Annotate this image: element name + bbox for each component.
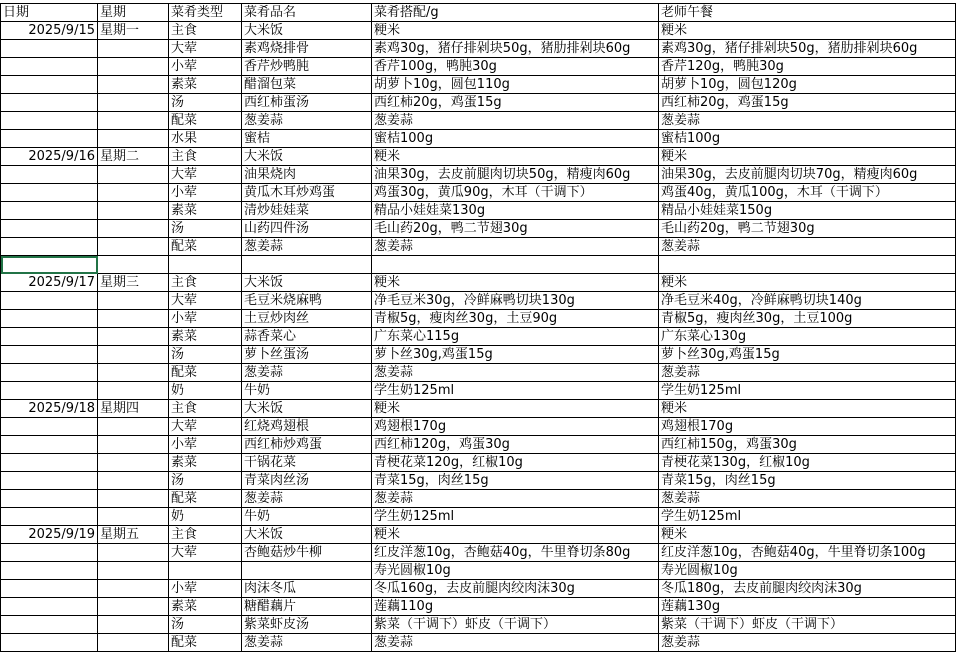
teacher-lunch-cell[interactable]: 青椒5g，瘦肉丝30g，土豆100g — [659, 310, 956, 328]
dish-name-cell[interactable]: 醋溜包菜 — [242, 76, 372, 94]
dish-type-cell[interactable]: 主食 — [169, 148, 242, 166]
teacher-lunch-cell[interactable]: 素鸡30g，猪仔排剁块50g，猪肋排剁块60g — [659, 40, 956, 58]
table-row — [1, 580, 956, 598]
teacher-lunch-cell[interactable]: 学生奶125ml — [659, 382, 956, 400]
teacher-lunch-cell[interactable]: 鸡蛋40g，黄瓜100g，木耳（干调下） — [659, 184, 956, 202]
dish-name-cell[interactable]: 西红柿炒鸡蛋 — [242, 436, 372, 454]
date-cell[interactable]: 2025/9/17 — [1, 274, 98, 292]
date-cell[interactable] — [1, 346, 98, 364]
ingredients-cell[interactable]: 青菜15g，肉丝15g — [372, 472, 659, 490]
date-cell[interactable]: 2025/9/18 — [1, 400, 98, 418]
dish-type-cell[interactable]: 汤 — [169, 346, 242, 364]
table-row — [1, 490, 956, 508]
date-cell[interactable] — [1, 166, 98, 184]
weekday-cell[interactable] — [98, 634, 169, 652]
teacher-lunch-cell[interactable]: 葱姜蒜 — [659, 490, 956, 508]
dish-type-cell[interactable]: 小荤 — [169, 580, 242, 598]
ingredients-cell[interactable]: 蜜桔100g — [372, 130, 659, 148]
table-body — [1, 22, 956, 652]
date-cell[interactable] — [1, 292, 98, 310]
teacher-lunch-cell[interactable]: 青梗花菜130g，红椒10g — [659, 454, 956, 472]
teacher-lunch-cell[interactable]: 葱姜蒜 — [659, 634, 956, 652]
dish-name-cell[interactable]: 青菜肉丝汤 — [242, 472, 372, 490]
dish-name-cell[interactable]: 杏鲍菇炒牛柳 — [242, 544, 372, 562]
teacher-lunch-cell[interactable]: 蜜桔100g — [659, 130, 956, 148]
ingredients-cell[interactable]: 香芹100g，鸭肫30g — [372, 58, 659, 76]
date-cell[interactable] — [1, 454, 98, 472]
date-cell[interactable] — [1, 238, 98, 256]
weekday-cell[interactable] — [98, 130, 169, 148]
table-row — [1, 22, 956, 40]
dish-name-cell[interactable]: 干锅花菜 — [242, 454, 372, 472]
dish-type-cell[interactable]: 主食 — [169, 22, 242, 40]
weekday-cell[interactable] — [98, 184, 169, 202]
date-cell[interactable] — [1, 328, 98, 346]
table-row — [1, 346, 956, 364]
table-row — [1, 472, 956, 490]
teacher-lunch-cell[interactable]: 净毛豆米40g，冷鲜麻鸭切块140g — [659, 292, 956, 310]
table-row — [1, 364, 956, 382]
date-cell[interactable] — [1, 112, 98, 130]
table-row — [1, 310, 956, 328]
date-cell[interactable]: 2025/9/15 — [1, 22, 98, 40]
table-row — [1, 562, 956, 580]
weekday-cell[interactable]: 星期四 — [98, 400, 169, 418]
teacher-lunch-cell[interactable]: 红皮洋葱10g，杏鲍菇40g，牛里脊切条100g — [659, 544, 956, 562]
dish-name-cell[interactable]: 红烧鸡翅根 — [242, 418, 372, 436]
menu-spreadsheet — [0, 3, 956, 652]
ingredients-cell[interactable]: 青椒5g，瘦肉丝30g，土豆90g — [372, 310, 659, 328]
teacher-lunch-cell[interactable]: 葱姜蒜 — [659, 364, 956, 382]
table-row — [1, 382, 956, 400]
dish-name-cell[interactable] — [242, 256, 372, 274]
ingredients-cell[interactable]: 粳米 — [372, 400, 659, 418]
teacher-lunch-cell[interactable]: 学生奶125ml — [659, 508, 956, 526]
teacher-lunch-cell[interactable]: 精品小娃娃菜150g — [659, 202, 956, 220]
ingredients-cell[interactable]: 粳米 — [372, 274, 659, 292]
dish-type-cell[interactable] — [169, 256, 242, 274]
dish-type-cell[interactable]: 小荤 — [169, 184, 242, 202]
table-row — [1, 436, 956, 454]
weekday-cell[interactable] — [98, 166, 169, 184]
table-row — [1, 130, 956, 148]
dish-type-cell[interactable]: 大荤 — [169, 40, 242, 58]
table-row — [1, 292, 956, 310]
dish-type-cell[interactable]: 汤 — [169, 616, 242, 634]
weekday-cell[interactable] — [98, 436, 169, 454]
dish-type-cell[interactable]: 大荤 — [169, 544, 242, 562]
dish-name-cell[interactable]: 黄瓜木耳炒鸡蛋 — [242, 184, 372, 202]
header-dish-name[interactable]: 菜肴品名 — [242, 4, 372, 22]
dish-name-cell[interactable]: 牛奶 — [242, 508, 372, 526]
date-cell[interactable] — [1, 130, 98, 148]
dish-type-cell[interactable]: 大荤 — [169, 166, 242, 184]
dish-type-cell[interactable]: 素菜 — [169, 202, 242, 220]
dish-type-cell[interactable]: 大荤 — [169, 418, 242, 436]
ingredients-cell[interactable]: 学生奶125ml — [372, 508, 659, 526]
date-cell[interactable] — [1, 634, 98, 652]
weekday-cell[interactable] — [98, 616, 169, 634]
weekday-cell[interactable] — [98, 328, 169, 346]
date-cell[interactable]: 2025/9/19 — [1, 526, 98, 544]
dish-type-cell[interactable]: 配菜 — [169, 238, 242, 256]
dish-name-cell[interactable]: 大米饭 — [242, 274, 372, 292]
teacher-lunch-cell[interactable]: 紫菜（干调下）虾皮（干调下） — [659, 616, 956, 634]
table-row — [1, 544, 956, 562]
ingredients-cell[interactable]: 油果30g，去皮前腿肉切块50g，精瘦肉60g — [372, 166, 659, 184]
ingredients-cell[interactable] — [372, 256, 659, 274]
weekday-cell[interactable]: 星期三 — [98, 274, 169, 292]
weekday-cell[interactable] — [98, 382, 169, 400]
weekday-cell[interactable] — [98, 112, 169, 130]
weekday-cell[interactable]: 星期五 — [98, 526, 169, 544]
weekday-cell[interactable] — [98, 238, 169, 256]
table-row — [1, 616, 956, 634]
dish-name-cell[interactable]: 清炒娃娃菜 — [242, 202, 372, 220]
weekday-cell[interactable] — [98, 76, 169, 94]
ingredients-cell[interactable]: 西红柿120g，鸡蛋30g — [372, 436, 659, 454]
dish-type-cell[interactable]: 素菜 — [169, 76, 242, 94]
ingredients-cell[interactable]: 粳米 — [372, 148, 659, 166]
ingredients-cell[interactable]: 毛山药20g，鸭二节翅30g — [372, 220, 659, 238]
table-row — [1, 454, 956, 472]
dish-name-cell[interactable]: 蒜香菜心 — [242, 328, 372, 346]
teacher-lunch-cell[interactable]: 油果30g，去皮前腿肉切块70g，精瘦肉60g — [659, 166, 956, 184]
teacher-lunch-cell[interactable]: 粳米 — [659, 400, 956, 418]
ingredients-cell[interactable]: 西红柿20g，鸡蛋15g — [372, 94, 659, 112]
date-cell[interactable] — [1, 310, 98, 328]
dish-type-cell[interactable]: 大荤 — [169, 292, 242, 310]
table-row — [1, 40, 956, 58]
date-cell[interactable] — [1, 58, 98, 76]
ingredients-cell[interactable]: 精品小娃娃菜130g — [372, 202, 659, 220]
ingredients-cell[interactable]: 葱姜蒜 — [372, 364, 659, 382]
weekday-cell[interactable] — [98, 454, 169, 472]
teacher-lunch-cell[interactable]: 胡萝卜10g，圆包120g — [659, 76, 956, 94]
date-cell[interactable]: 2025/9/16 — [1, 148, 98, 166]
table-row — [1, 148, 956, 166]
dish-name-cell[interactable]: 葱姜蒜 — [242, 238, 372, 256]
table-row — [1, 400, 956, 418]
ingredients-cell[interactable]: 葱姜蒜 — [372, 238, 659, 256]
dish-name-cell[interactable]: 香芹炒鸭肫 — [242, 58, 372, 76]
ingredients-cell[interactable]: 青梗花菜120g，红椒10g — [372, 454, 659, 472]
table-row — [1, 76, 956, 94]
date-cell[interactable] — [1, 544, 98, 562]
ingredients-cell[interactable]: 粳米 — [372, 526, 659, 544]
weekday-cell[interactable] — [98, 364, 169, 382]
header-ingredients[interactable]: 菜肴搭配/g — [372, 4, 659, 22]
weekday-cell[interactable] — [98, 598, 169, 616]
header-date[interactable]: 日期 — [1, 4, 98, 22]
header-dish-type[interactable]: 菜肴类型 — [169, 4, 242, 22]
table-row — [1, 58, 956, 76]
header-teacher-lunch[interactable]: 老师午餐 — [659, 4, 956, 22]
ingredients-cell[interactable]: 学生奶125ml — [372, 382, 659, 400]
header-weekday[interactable]: 星期 — [98, 4, 169, 22]
table-row — [1, 202, 956, 220]
weekday-cell[interactable] — [98, 490, 169, 508]
date-cell[interactable] — [1, 472, 98, 490]
weekday-cell[interactable]: 星期一 — [98, 22, 169, 40]
dish-name-cell[interactable]: 葱姜蒜 — [242, 364, 372, 382]
ingredients-cell[interactable]: 莲藕110g — [372, 598, 659, 616]
date-cell[interactable] — [1, 382, 98, 400]
teacher-lunch-cell[interactable]: 葱姜蒜 — [659, 238, 956, 256]
table-row — [1, 166, 956, 184]
weekday-cell[interactable] — [98, 580, 169, 598]
weekday-cell[interactable] — [98, 202, 169, 220]
ingredients-cell[interactable]: 广东菜心115g — [372, 328, 659, 346]
date-cell[interactable] — [1, 436, 98, 454]
weekday-cell[interactable]: 星期二 — [98, 148, 169, 166]
date-cell[interactable] — [1, 562, 98, 580]
date-cell[interactable] — [1, 220, 98, 238]
teacher-lunch-cell[interactable]: 西红柿20g，鸡蛋15g — [659, 94, 956, 112]
dish-type-cell[interactable]: 素菜 — [169, 598, 242, 616]
teacher-lunch-cell[interactable]: 鸡翅根170g — [659, 418, 956, 436]
weekday-cell[interactable] — [98, 562, 169, 580]
date-cell[interactable] — [1, 598, 98, 616]
ingredients-cell[interactable]: 红皮洋葱10g，杏鲍菇40g，牛里脊切条80g — [372, 544, 659, 562]
ingredients-cell[interactable]: 鸡蛋30g，黄瓜90g，木耳（干调下） — [372, 184, 659, 202]
table-row — [1, 112, 956, 130]
dish-name-cell[interactable]: 素鸡烧排骨 — [242, 40, 372, 58]
weekday-cell[interactable] — [98, 94, 169, 112]
weekday-cell[interactable] — [98, 58, 169, 76]
dish-name-cell[interactable]: 萝卜丝蛋汤 — [242, 346, 372, 364]
teacher-lunch-cell[interactable]: 粳米 — [659, 274, 956, 292]
table-row — [1, 256, 956, 274]
date-cell[interactable] — [1, 76, 98, 94]
table-row — [1, 634, 956, 652]
dish-name-cell[interactable]: 蜜桔 — [242, 130, 372, 148]
date-cell[interactable] — [1, 490, 98, 508]
date-cell[interactable] — [1, 580, 98, 598]
ingredients-cell[interactable]: 葱姜蒜 — [372, 634, 659, 652]
table-row — [1, 598, 956, 616]
ingredients-cell[interactable]: 紫菜（干调下）虾皮（干调下） — [372, 616, 659, 634]
date-cell[interactable] — [1, 256, 98, 274]
date-cell[interactable] — [1, 202, 98, 220]
table-row — [1, 418, 956, 436]
header-row — [1, 4, 956, 22]
dish-name-cell[interactable]: 糖醋藕片 — [242, 598, 372, 616]
dish-name-cell[interactable]: 葱姜蒜 — [242, 634, 372, 652]
dish-name-cell[interactable]: 葱姜蒜 — [242, 112, 372, 130]
dish-type-cell[interactable]: 主食 — [169, 526, 242, 544]
teacher-lunch-cell[interactable]: 香芹120g，鸭肫30g — [659, 58, 956, 76]
weekday-cell[interactable] — [98, 40, 169, 58]
dish-type-cell[interactable]: 素菜 — [169, 454, 242, 472]
table-row — [1, 238, 956, 256]
weekday-cell[interactable] — [98, 544, 169, 562]
dish-type-cell[interactable]: 配菜 — [169, 364, 242, 382]
teacher-lunch-cell[interactable]: 莲藕130g — [659, 598, 956, 616]
teacher-lunch-cell[interactable] — [659, 256, 956, 274]
dish-name-cell[interactable]: 油果烧肉 — [242, 166, 372, 184]
dish-name-cell[interactable]: 大米饭 — [242, 148, 372, 166]
weekday-cell[interactable] — [98, 508, 169, 526]
teacher-lunch-cell[interactable]: 粳米 — [659, 22, 956, 40]
date-cell[interactable] — [1, 508, 98, 526]
ingredients-cell[interactable]: 萝卜丝30g,鸡蛋15g — [372, 346, 659, 364]
teacher-lunch-cell[interactable]: 冬瓜180g，去皮前腿肉绞肉沫30g — [659, 580, 956, 598]
table-row — [1, 508, 956, 526]
dish-type-cell[interactable]: 配菜 — [169, 634, 242, 652]
ingredients-cell[interactable]: 葱姜蒜 — [372, 112, 659, 130]
table-row — [1, 328, 956, 346]
dish-name-cell[interactable] — [242, 562, 372, 580]
ingredients-cell[interactable]: 粳米 — [372, 22, 659, 40]
dish-name-cell[interactable]: 西红柿蛋汤 — [242, 94, 372, 112]
table-row — [1, 220, 956, 238]
dish-type-cell[interactable]: 配菜 — [169, 490, 242, 508]
weekday-cell[interactable] — [98, 256, 169, 274]
table-row — [1, 94, 956, 112]
dish-name-cell[interactable]: 牛奶 — [242, 382, 372, 400]
dish-type-cell[interactable]: 汤 — [169, 94, 242, 112]
teacher-lunch-cell[interactable]: 粳米 — [659, 148, 956, 166]
teacher-lunch-cell[interactable]: 萝卜丝30g,鸡蛋15g — [659, 346, 956, 364]
dish-type-cell[interactable]: 主食 — [169, 400, 242, 418]
teacher-lunch-cell[interactable]: 毛山药20g，鸭二节翅30g — [659, 220, 956, 238]
teacher-lunch-cell[interactable]: 粳米 — [659, 526, 956, 544]
dish-type-cell[interactable]: 奶 — [169, 382, 242, 400]
ingredients-cell[interactable]: 鸡翅根170g — [372, 418, 659, 436]
dish-name-cell[interactable]: 大米饭 — [242, 526, 372, 544]
dish-name-cell[interactable]: 肉沫冬瓜 — [242, 580, 372, 598]
ingredients-cell[interactable]: 葱姜蒜 — [372, 490, 659, 508]
dish-type-cell[interactable]: 汤 — [169, 472, 242, 490]
date-cell[interactable] — [1, 94, 98, 112]
ingredients-cell[interactable]: 素鸡30g，猪仔排剁块50g，猪肋排剁块60g — [372, 40, 659, 58]
teacher-lunch-cell[interactable]: 寿光圆椒10g — [659, 562, 956, 580]
table-row — [1, 184, 956, 202]
dish-type-cell[interactable] — [169, 562, 242, 580]
weekday-cell[interactable] — [98, 472, 169, 490]
teacher-lunch-cell[interactable]: 葱姜蒜 — [659, 112, 956, 130]
dish-type-cell[interactable]: 主食 — [169, 274, 242, 292]
dish-name-cell[interactable]: 大米饭 — [242, 400, 372, 418]
dish-type-cell[interactable]: 素菜 — [169, 328, 242, 346]
weekday-cell[interactable] — [98, 310, 169, 328]
ingredients-cell[interactable]: 寿光圆椒10g — [372, 562, 659, 580]
teacher-lunch-cell[interactable]: 广东菜心130g — [659, 328, 956, 346]
dish-type-cell[interactable]: 汤 — [169, 220, 242, 238]
weekday-cell[interactable] — [98, 346, 169, 364]
dish-name-cell[interactable]: 大米饭 — [242, 22, 372, 40]
dish-name-cell[interactable]: 葱姜蒜 — [242, 490, 372, 508]
date-cell[interactable] — [1, 184, 98, 202]
table-row — [1, 526, 956, 544]
ingredients-cell[interactable]: 净毛豆米30g，冷鲜麻鸭切块130g — [372, 292, 659, 310]
dish-name-cell[interactable]: 土豆炒肉丝 — [242, 310, 372, 328]
date-cell[interactable] — [1, 364, 98, 382]
ingredients-cell[interactable]: 胡萝卜10g，圆包110g — [372, 76, 659, 94]
dish-type-cell[interactable]: 奶 — [169, 508, 242, 526]
date-cell[interactable] — [1, 418, 98, 436]
dish-type-cell[interactable]: 小荤 — [169, 310, 242, 328]
date-cell[interactable] — [1, 616, 98, 634]
ingredients-cell[interactable]: 冬瓜160g，去皮前腿肉绞肉沫30g — [372, 580, 659, 598]
weekday-cell[interactable] — [98, 292, 169, 310]
teacher-lunch-cell[interactable]: 青菜15g，肉丝15g — [659, 472, 956, 490]
dish-name-cell[interactable]: 山药四件汤 — [242, 220, 372, 238]
dish-name-cell[interactable]: 毛豆米烧麻鸭 — [242, 292, 372, 310]
weekday-cell[interactable] — [98, 418, 169, 436]
dish-type-cell[interactable]: 小荤 — [169, 436, 242, 454]
dish-type-cell[interactable]: 水果 — [169, 130, 242, 148]
date-cell[interactable] — [1, 40, 98, 58]
table-row — [1, 274, 956, 292]
dish-type-cell[interactable]: 配菜 — [169, 112, 242, 130]
weekday-cell[interactable] — [98, 220, 169, 238]
dish-name-cell[interactable]: 紫菜虾皮汤 — [242, 616, 372, 634]
teacher-lunch-cell[interactable]: 西红柿150g，鸡蛋30g — [659, 436, 956, 454]
dish-type-cell[interactable]: 小荤 — [169, 58, 242, 76]
